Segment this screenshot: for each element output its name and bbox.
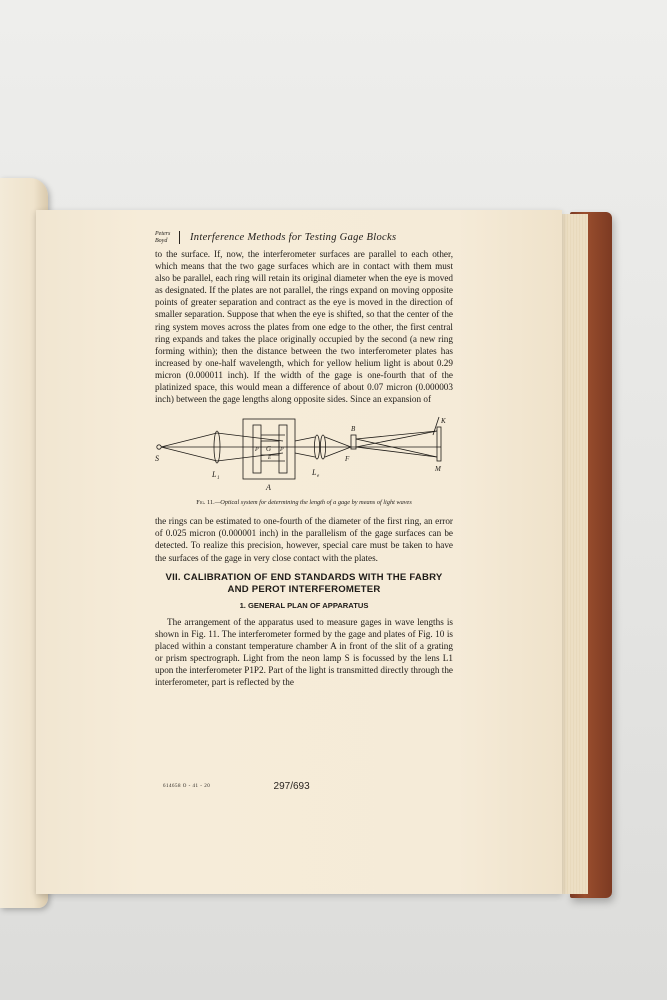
paragraph-top: to the surface. If, now, the interferometer surfaces are parallel to each other, which means that the two gage surfaces which are in contact with them must also be parallel, each ring will retain its original diameter when the eye is moved as designated. If the plates are not parallel, the rings expand on moving opposite points of greater separation and contract as the eye is moved in the direction of smaller separation. Suppose that when the eye is shifted, so that the center of the ring system moves across the plates from one edge to the other, the first central ring expands and takes the place originally occupied by the second (a new ring forming within); then the distance between the two interferometer plates has increased by one-half wavelength, which for yellow helium light is about 0.29 micron (0.000011 inch). If the width of the gage is one-fourth that of the platinized space, this would mean a difference of about 0.07 micron (0.000003 inch) between the gage lengths along opposite sides. Since an expansion of xyxy=(155,249,453,405)
plate-k xyxy=(433,417,439,435)
page-footer xyxy=(163,781,433,792)
figure-optical-system xyxy=(155,413,453,497)
page-text-block xyxy=(155,222,453,688)
label-e: E xyxy=(268,456,272,462)
page-number: 297/693 xyxy=(273,781,310,792)
section-heading: VII. CALIBRATION OF END STANDARDS WITH THE FABRY AND PEROT INTERFEROMETER xyxy=(165,571,443,595)
paragraph-after-figure: the rings can be estimated to one-fourth of the diameter of the first ring, an error of 0.025 micron (0.000001 inch) in the parallelism of the gage surfaces can be detected. To realize this precision, however, special care must be taken to have the surfaces of the gage in very close contact with the plates. xyxy=(155,516,453,563)
label-p2: P xyxy=(280,447,284,454)
label-k: K xyxy=(441,417,446,426)
subsection-heading: 1. GENERAL PLAN OF APPARATUS xyxy=(239,600,369,610)
running-header-title: Interference Methods for Testing Gage Blocks xyxy=(190,231,397,243)
label-s: S xyxy=(155,454,159,464)
label-le-sub: e xyxy=(317,474,320,480)
mirror-m xyxy=(437,427,441,461)
label-m: M xyxy=(435,465,441,474)
label-le: L xyxy=(312,468,317,478)
label-b: B xyxy=(351,425,356,434)
print-code: 614658 O - 41 - 20 xyxy=(163,784,211,789)
label-p1: P xyxy=(255,447,259,454)
label-l1: L xyxy=(212,470,217,480)
running-header-authors: Peters Boyd xyxy=(155,231,180,244)
figure-caption-text: —Optical system for determining the length of a gage by means of light waves xyxy=(214,499,412,507)
label-a: A xyxy=(266,483,271,493)
label-l1-sub: 1 xyxy=(217,476,220,482)
label-f: F xyxy=(345,455,350,464)
label-g: G xyxy=(266,445,272,454)
figure-caption xyxy=(155,499,453,507)
figure-caption-number: Fig. 11. xyxy=(196,499,215,507)
running-header xyxy=(155,222,453,244)
light-source-mark xyxy=(157,445,161,449)
optical-diagram xyxy=(155,413,453,497)
paragraph-section: The arrangement of the apparatus used to measure gages in wave lengths is shown in Fig. 11. The interferometer formed by the gage and plates of Fig. 10 is placed within a constant temperature chamber A in front of the slit of a grating or prism spectrograph. Light from the neon lamp S is focussed by the lens L1 upon the interferometer P1P2. Part of the light is transmitted directly through the interferometer, part is reflected by the xyxy=(155,616,453,688)
